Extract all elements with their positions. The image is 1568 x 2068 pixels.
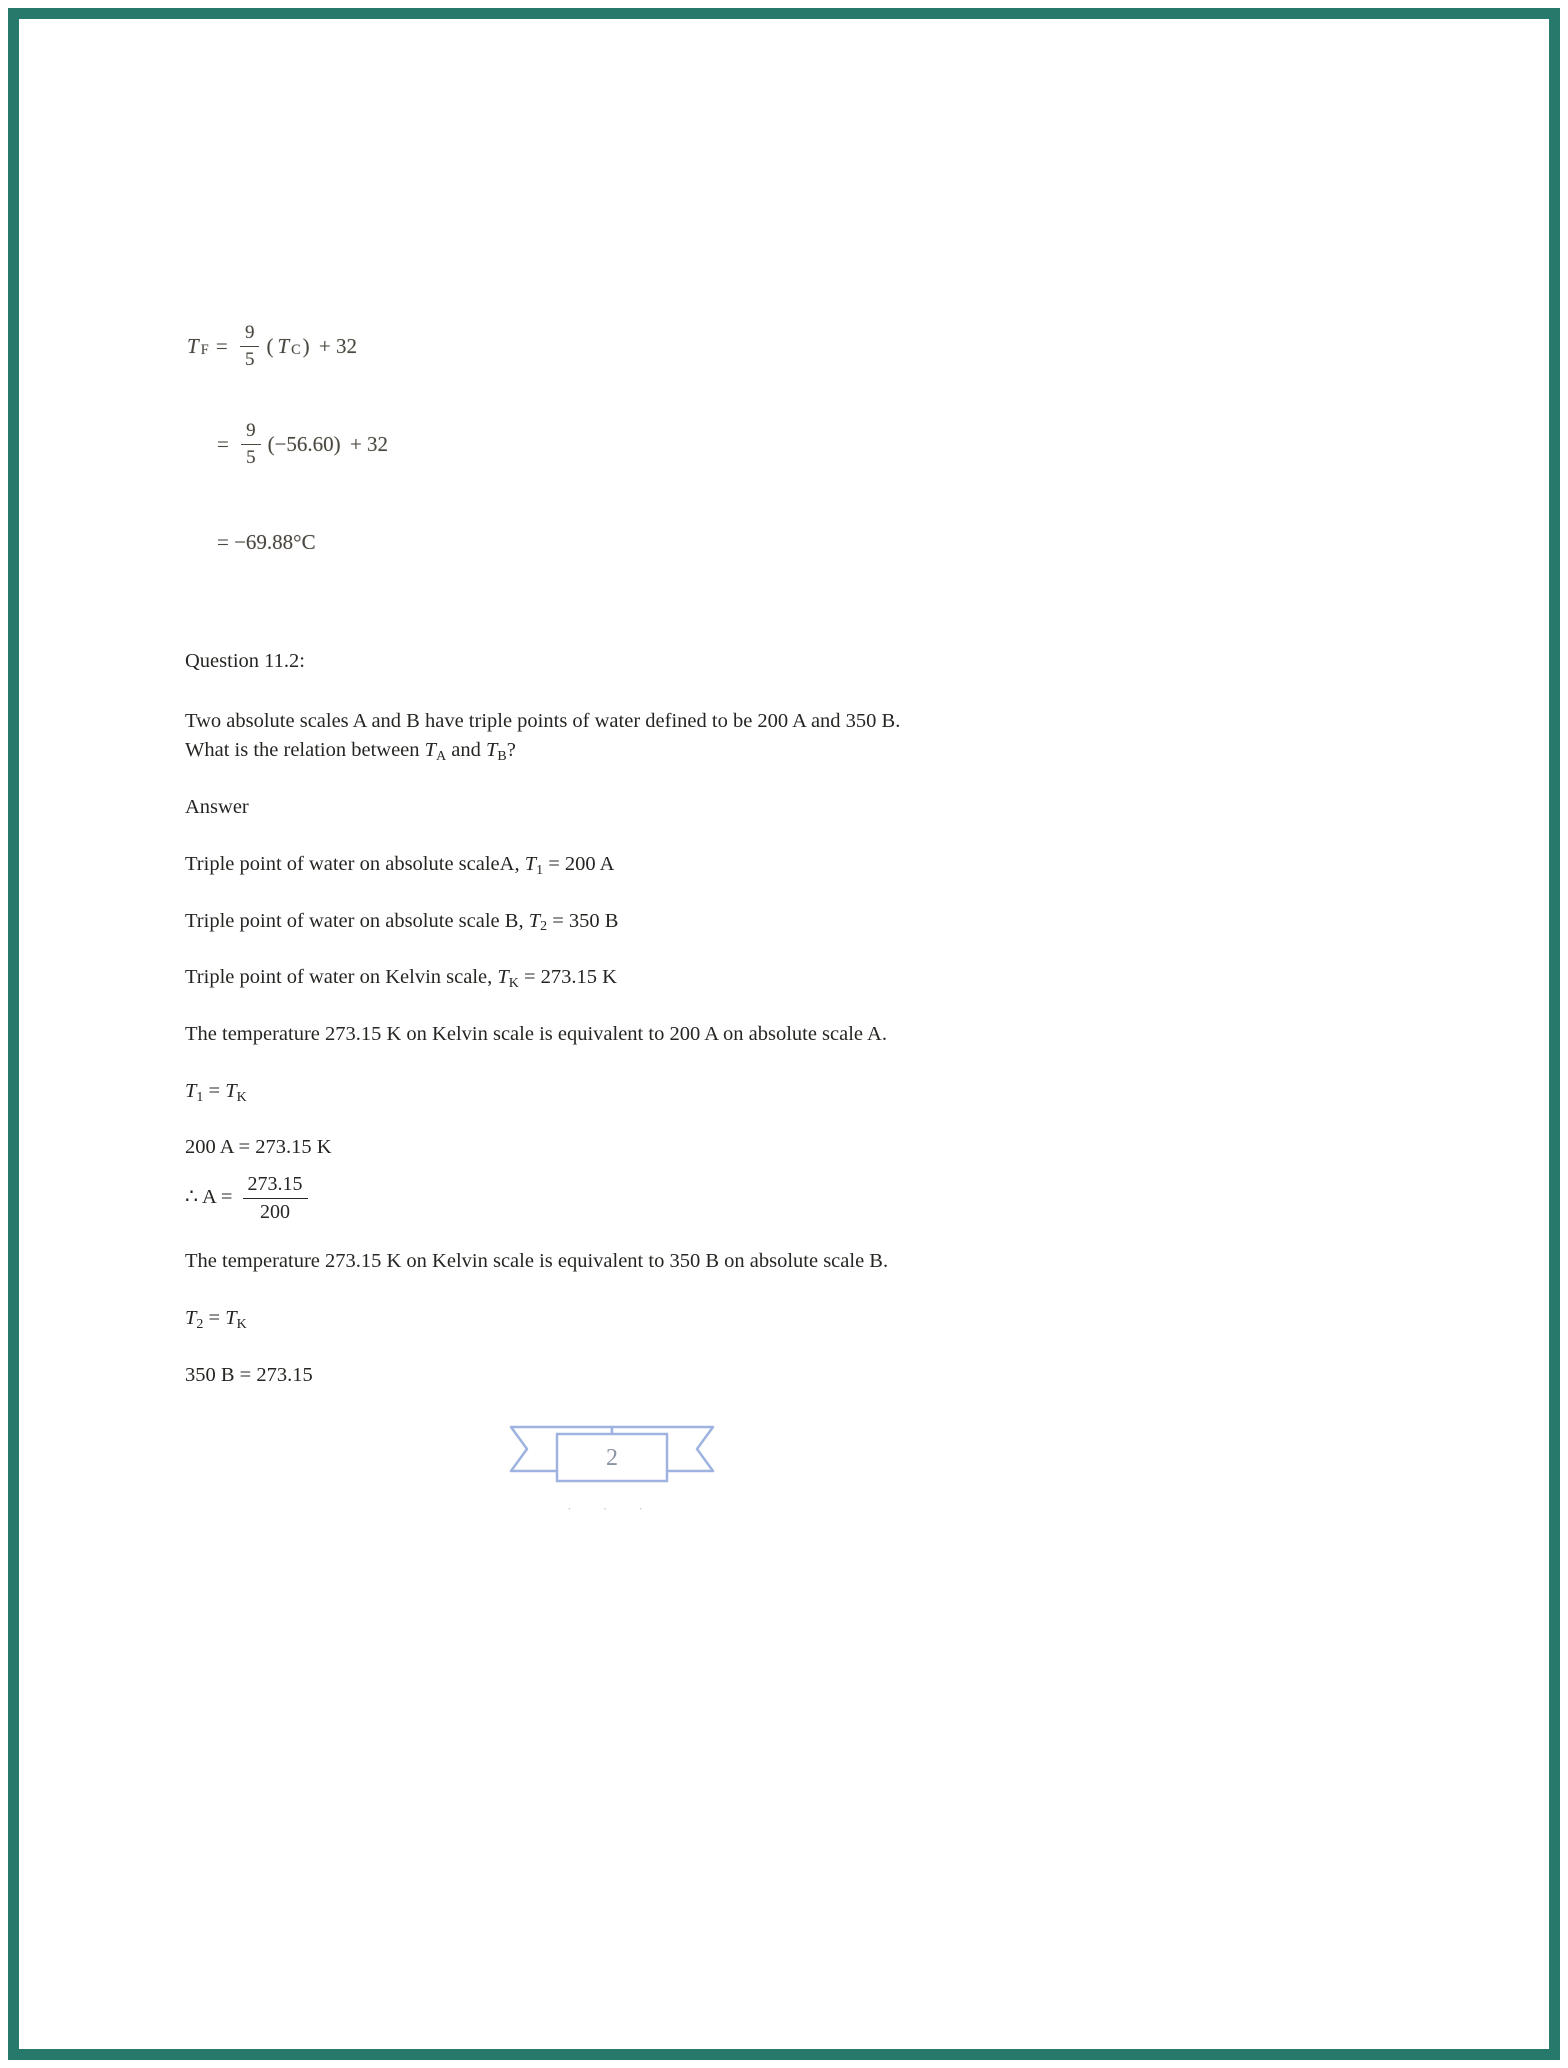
- statement-triple-point-kelvin: [185, 963, 1419, 993]
- fraction-numerator: 273.15: [243, 1173, 308, 1199]
- equation-tail: + 32: [313, 333, 358, 358]
- page-number: 2: [606, 1445, 618, 1472]
- subscript-b: B: [497, 749, 507, 765]
- question-text-post: ?: [506, 739, 516, 762]
- variable-t2: T: [528, 909, 541, 932]
- equation-argument: (−56.60): [267, 431, 341, 456]
- variable-tb: T: [486, 739, 498, 762]
- statement-text: Triple point of water on absolute scaleA,: [185, 852, 525, 875]
- fraction-numerator: 9: [240, 322, 260, 347]
- page-border-frame: [8, 8, 1560, 2060]
- equation-200a: 200 A = 273.15 K: [185, 1136, 332, 1159]
- fraction-denominator: 200: [260, 1200, 291, 1223]
- equals-sign: =: [203, 1079, 226, 1102]
- equals-sign: =: [210, 333, 233, 358]
- document-content: [19, 19, 1549, 1517]
- equation-result: = −69.88°C: [217, 529, 316, 554]
- variable-t1: T: [524, 852, 537, 875]
- fraction-denominator: 5: [246, 446, 256, 468]
- equation-350b: 350 B = 273.15: [185, 1363, 313, 1386]
- equivalence-sentence-b: The temperature 273.15 K on Kelvin scale is equivalent to 350 B on absolute scale B.: [185, 1250, 889, 1273]
- variable-tk: T: [225, 1306, 237, 1329]
- question-text-mid: and: [446, 739, 486, 762]
- variable-t1: T: [185, 1079, 197, 1102]
- page-number-ribbon: [497, 1417, 727, 1495]
- statement-value: = 273.15 K: [518, 966, 617, 989]
- equation-t1-equals-tk: [185, 1077, 1419, 1107]
- statement-text: Triple point of water on absolute scale B,: [185, 909, 529, 932]
- subscript-k: K: [236, 1089, 247, 1105]
- equivalence-sentence-a: The temperature 273.15 K on Kelvin scale is equivalent to 200 A on absolute scale A.: [185, 1023, 887, 1046]
- subscript-2: 2: [540, 919, 548, 935]
- subscript-k: K: [508, 976, 519, 992]
- variable-t2: T: [185, 1306, 197, 1329]
- equation-line-1: T $_F$ = $\frac{9}{5}$ ( T $_C$ ) + 32: [187, 321, 358, 370]
- statement-value: = 350 B: [547, 909, 619, 932]
- subscript-1: 1: [196, 1089, 204, 1105]
- footer-faint-marks: · · ·: [567, 1501, 657, 1517]
- equation-variable: T: [277, 333, 290, 358]
- equals-sign: =: [203, 1306, 226, 1329]
- subscript-k: K: [236, 1316, 247, 1332]
- question-body: [185, 707, 1419, 766]
- subscript-a: A: [436, 749, 447, 765]
- equation-t2-equals-tk: [185, 1304, 1419, 1334]
- fraction: [240, 322, 260, 371]
- variable-tk: T: [225, 1079, 237, 1102]
- paren-close: ): [302, 333, 310, 358]
- variable-ta: T: [424, 739, 437, 762]
- statement-value: = 200 A: [543, 852, 615, 875]
- equation-line-2: [215, 417, 1419, 471]
- subscript-1: 1: [536, 862, 544, 878]
- statement-triple-point-a: [185, 850, 1419, 880]
- equals-sign: =: [217, 431, 235, 456]
- answer-label: Answer: [185, 796, 249, 819]
- fraction-denominator: 5: [244, 348, 255, 370]
- therefore-lhs: ∴ A =: [185, 1186, 238, 1209]
- equation-tail: + 32: [344, 431, 389, 456]
- statement-triple-point-b: [185, 907, 1419, 937]
- equation-line-3: [215, 515, 1419, 569]
- question-text-line1: Two absolute scales A and B have triple points of water defined to be 200 A and 350 B.: [185, 709, 901, 732]
- equation-therefore-a: [185, 1169, 1419, 1227]
- subscript-2: 2: [196, 1316, 204, 1332]
- question-text-line2-pre: What is the relation between: [185, 739, 425, 762]
- equation-variable: T: [187, 333, 199, 358]
- question-heading: Question 11.2:: [185, 650, 305, 672]
- fraction-numerator: 9: [241, 420, 261, 445]
- fraction: [243, 1173, 308, 1224]
- paren-open: (: [266, 333, 274, 358]
- fraction: [241, 420, 261, 469]
- statement-text: Triple point of water on Kelvin scale,: [185, 966, 498, 989]
- variable-tk: T: [497, 966, 509, 989]
